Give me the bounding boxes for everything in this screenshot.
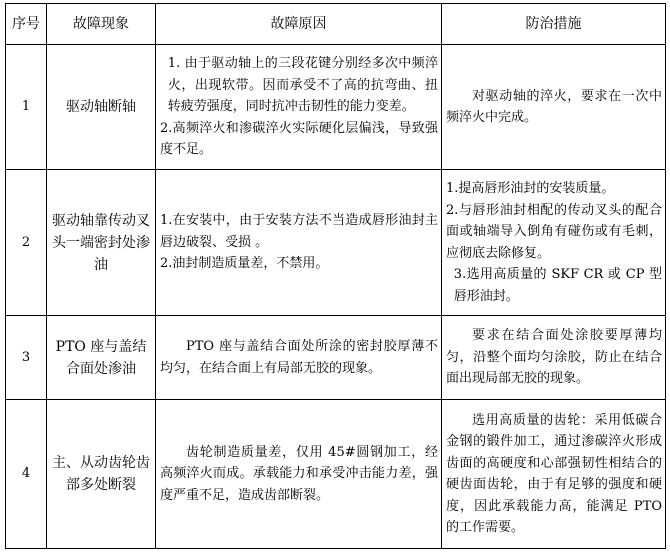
- header-remedy: 防治措施: [442, 4, 666, 45]
- document-page: [5, 3, 666, 549]
- row-symptom: 主、从动齿轮齿部多处断裂: [47, 400, 156, 549]
- remedy-line: 2.与唇形油封相配的传动叉头的配合面或轴端导入倒角有碰伤或有毛刺，应彻底去除修复。: [446, 202, 662, 261]
- fault-table: [5, 3, 666, 549]
- row-remedy: 对驱动轴的淬火，要求在一次中频淬火中完成。: [442, 45, 666, 170]
- cause-line: 1. 由于驱动轴上的三段花键分别经多次中频淬火，出现软带。因而承受不了高的抗弯曲、扭转疲劳强度，同时抗冲击韧性的能力变差。: [167, 56, 438, 115]
- row-index: 2: [6, 170, 47, 316]
- row-symptom: PTO 座与盖结合面处渗油: [47, 316, 156, 400]
- row-cause: PTO 座与盖结合面处所涂的密封胶厚薄不均匀，在结合面上有局部无胶的现象。: [156, 316, 442, 400]
- row-cause: [156, 170, 442, 316]
- row-index: 1: [6, 45, 47, 170]
- cause-line: 2.高频淬火和渗碳淬火实际硬化层偏浅，导致强度不足。: [160, 120, 438, 158]
- table-row: [6, 316, 666, 400]
- row-index: 4: [6, 400, 47, 549]
- remedy-line: 1.提高唇形油封的安装质量。: [446, 181, 615, 196]
- header-cause: 故障原因: [156, 4, 442, 45]
- row-remedy: 选用高质量的齿轮：采用低碳合金钢的锻件加工，通过渗碳淬火形成齿面的高硬度和心部强韧性相结合的硬齿面齿轮，由于有足够的强度和硬度，因此承载能力高，能满足 PTO 的工作需要。: [442, 400, 666, 549]
- row-symptom: 驱动轴断轴: [47, 45, 156, 170]
- header-row: [6, 4, 666, 45]
- cause-line: 1.在安装中，由于安装方法不当造成唇形油封主唇边破裂、受损 。: [160, 213, 438, 250]
- header-symptom: 故障现象: [47, 4, 156, 45]
- cause-line: 2.油封制造质量差，不禁用。: [160, 256, 329, 272]
- table-row: [6, 170, 666, 316]
- row-cause: 齿轮制造质量差，仅用 45#圆钢加工，经高频淬火而成。承载能力和承受冲击能力差，强度严重不足，造成齿部断裂。: [156, 400, 442, 549]
- header-index: 序号: [6, 4, 47, 45]
- row-index: 3: [6, 316, 47, 400]
- row-cause: [156, 45, 442, 170]
- row-remedy: [442, 170, 666, 316]
- row-symptom: 驱动轴靠传动叉头一端密封处渗油: [47, 170, 156, 316]
- row-remedy: 要求在结合面处涂胶要厚薄均匀，沿整个面均匀涂胶，防止在结合面出现局部无胶的现象。: [442, 316, 666, 400]
- table-row: [6, 400, 666, 549]
- remedy-line: 3.选用高质量的 SKF CR 或 CP 型唇形油封。: [453, 267, 662, 304]
- table-row: [6, 45, 666, 170]
